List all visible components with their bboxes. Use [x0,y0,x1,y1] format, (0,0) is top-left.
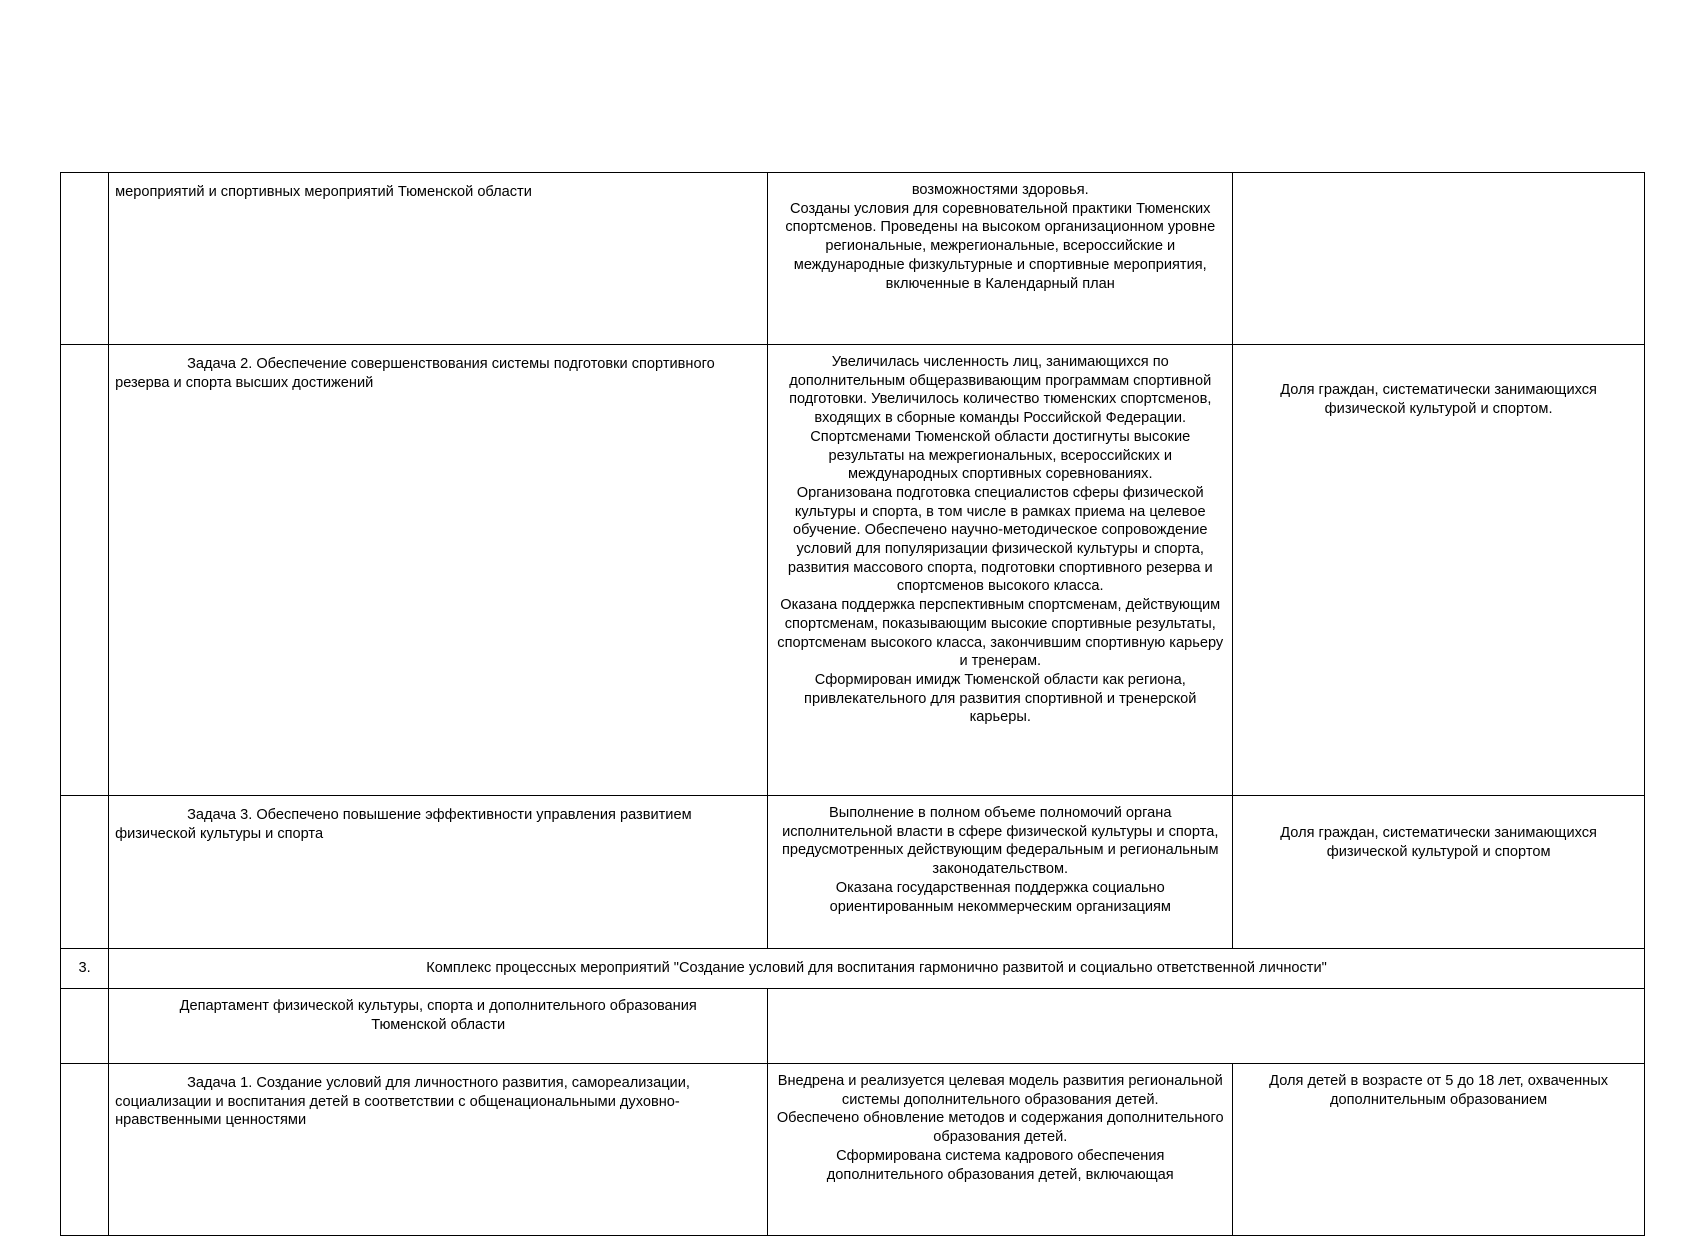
task-cell [109,796,768,949]
department-cell [109,989,768,1064]
department-row [61,989,1645,1064]
task-text: Задача 3. Обеспечено повышение эффективности управления развитием физической культуры и спорта [115,807,692,842]
row-number: 3. [61,949,109,989]
result-paragraph: Оказана поддержка перспективным спортсменам, действующим спортсменам, показывающим высокие спортивные результаты, спортсменам высокого класса, закончившим спортивную карьеру и тренерам. [777,597,1224,670]
task-text: Задача 1. Создание условий для личностного развития, самореализации, социализации и воспитания детей в соответствии с общенациональными духовно-нравственными ценностями [115,1075,690,1129]
department-name: Департамент физической культуры, спорта и дополнительного образования Тюменской области [179,998,697,1033]
row-number [61,796,109,949]
task-text: мероприятий и спортивных мероприятий Тюменской области [115,184,532,200]
program-table [60,172,1645,1236]
result-paragraph: Обеспечено обновление методов и содержания дополнительного образования детей. [776,1110,1224,1146]
result-paragraph: Увеличилась численность лиц, занимающихся по дополнительным общеразвивающим программам спортивной подготовки. Увеличилось количество тюменских спортсменов, входящих в сборные команды Российской Федерации. Спортсменами Тюменской области достигнуты высокие результаты на межрегиональных, всероссийских и международных спортивных соревнованиях. [789,354,1212,483]
result-paragraph: возможностями здоровья. [911,182,1089,198]
row-number [61,1064,109,1236]
task-cell [109,345,768,796]
task-cell [109,1064,768,1236]
table-row [61,796,1645,949]
row-number [61,345,109,796]
results-cell [768,1064,1233,1236]
row-number [61,989,109,1064]
results-cell [768,796,1233,949]
indicator-cell [1233,796,1645,949]
result-paragraph: Организована подготовка специалистов сферы физической культуры и спорта, в том числе в рамках приема на целевое обучение. Обеспечено научно-методическое сопровождение условий для популяризации физической культуры и спорта, развития массового спорта, подготовки спортивного резерва и спортсменов высокого класса. [787,484,1213,595]
task-cell [109,173,768,345]
section-header-row [61,949,1645,989]
results-cell [768,345,1233,796]
row-number [61,173,109,345]
result-paragraph: Выполнение в полном объеме полномочий органа исполнительной власти в сфере физической культуры и спорта, предусмотренных действующим федеральным и региональным законодательством. [782,805,1219,878]
indicator-text: Доля граждан, систематически занимающихся физической культурой и спортом [1280,825,1597,860]
table-row [61,173,1645,345]
result-paragraph: Сформирована система кадрового обеспечения дополнительного образования детей, включающая [826,1147,1174,1183]
indicator-cell [1233,173,1645,345]
result-paragraph: Сформирован имидж Тюменской области как региона, привлекательного для развития спортивной и тренерской карьеры. [804,671,1197,726]
table-row [61,345,1645,796]
result-paragraph: Созданы условия для соревновательной практики Тюменских спортсменов. Проведены на высоком организационном уровне региональные, межрегиональные, всероссийские и международные физкультурные и спортивные мероприятия, включенные в Календарный план [785,200,1216,292]
results-cell [768,173,1233,345]
result-paragraph: Внедрена и реализуется целевая модель развития региональной системы дополнительного образования детей. [777,1073,1223,1108]
section-title: Комплекс процессных мероприятий "Создание условий для воспитания гармонично развитой и социально ответственной личности" [109,949,1645,989]
result-paragraph: Оказана государственная поддержка социально ориентированным некоммерческим организациям [829,879,1171,915]
indicator-text: Доля граждан, систематически занимающихся физической культурой и спортом. [1280,382,1597,417]
table-row [61,1064,1645,1236]
indicator-cell [1233,345,1645,796]
task-text: Задача 2. Обеспечение совершенствования системы подготовки спортивного резерва и спорта высших достижений [115,356,715,391]
indicator-cell: Доля детей в возрасте от 5 до 18 лет, охваченных дополнительным образованием [1233,1064,1645,1236]
empty-cell [768,989,1645,1064]
